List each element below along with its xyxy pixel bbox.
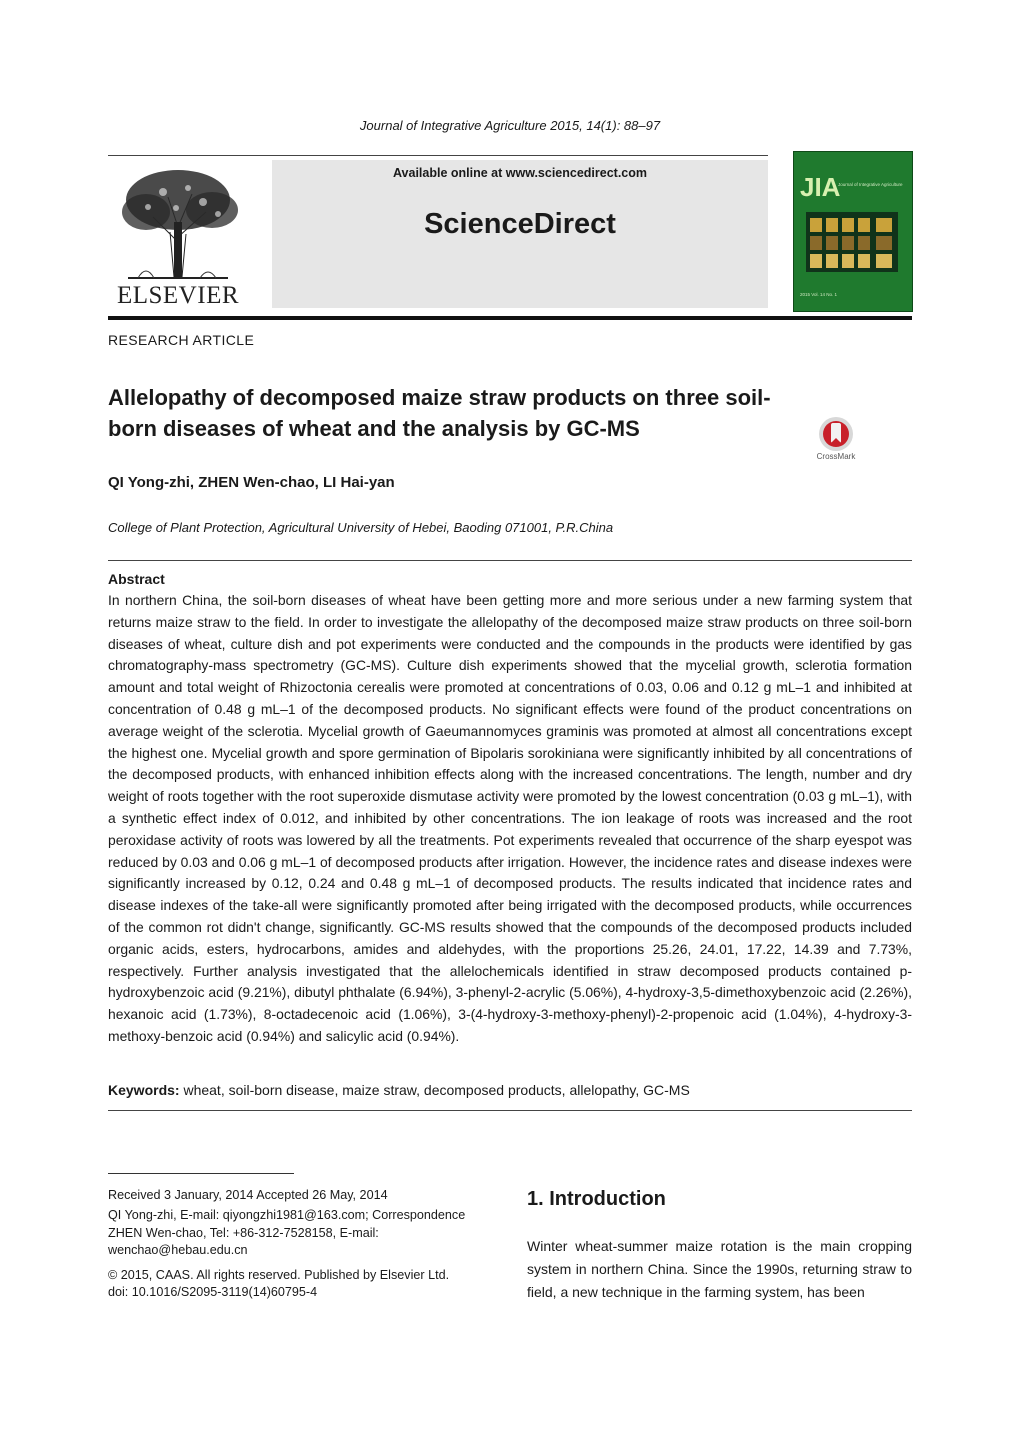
copyright: © 2015, CAAS. All rights reserved. Published by Elsevier Ltd. [108, 1268, 450, 1282]
introduction-text: Winter wheat-summer maize rotation is the main cropping system in northern China. Since the 1990s, returning straw to field, a new technique in the farming system, has been [527, 1238, 912, 1301]
abstract-heading: Abstract [108, 571, 165, 587]
crossmark-label: CrossMark [816, 452, 856, 461]
keywords [108, 1082, 912, 1098]
introduction-heading: 1. Introduction [527, 1188, 666, 1210]
available-online-text: Available online at www.sciencedirect.com [392, 166, 648, 180]
abstract-text: In northern China, the soil-born diseases of wheat have been getting more and more serious under a new farming system that returns maize straw to the field. In order to investigate the allelopathy of the decomposed maize straw products on three soil-born diseases of wheat, culture dish and pot experiments were conducted and the compounds in the products were identified by gas chromatography-mass spectrometry (GC-MS). Culture dish experiments showed that the mycelial growth, sclerotia formation amount and total weight of Rhizoctonia cerealis were promoted at concentrations of 0.03, 0.06 and 0.12 g mL–1 and inhibited at concentration of 0.48 g mL–1 of the decomposed products. No significant effects were found of the product concentrations on average weight of the sclerotia. Mycelial growth of Gaeumannomyces graminis was promoted at almost all concentrations except the highest one. Mycelial growth and spore germination of Bipolaris sorokiniana were significantly inhibited by all concentrations of the decomposed products, with enhanced inhibition effects along with the increased concentrations. The length, number and dry weight of roots together with the root superoxide dismutase activity were promoted by the lowest concentration (0.03 g mL–1), with a synthetic effect index of 0.012, and inhibited by other concentrations. The ion leakage of roots was increased and the root peroxidase activity of roots was lowered by all the treatments. Pot experiments revealed that occurrence of the sharp eyespot was reduced by 0.03 and 0.06 g mL–1 of decomposed products after irrigation. However, the incidence rates and disease indexes were significantly increased by 0.12, 0.24 and 0.48 g mL–1 of decomposed products. The results indicated that incidence rates and disease indexes of the take-all were significantly promoted after being irrigated with the decomposed products, while occurrences of the common rot didn't change, significantly. GC-MS results showed that the compounds of the decomposed products included organic acids, esters, hydrocarbons, amides and aldehydes, with the proportions 25.26, 24.01, 17.22, 14.39 and 7.73%, respectively. Further analysis investigated that the allelochemicals identified in straw decomposed products contained p-hydroxybenzoic acid (9.21%), dibutyl phthalate (6.94%), 3-phenyl-2-acrylic (5.06%), 4-hydroxy-3,5-dimethoxybenzoic acid (2.26%), hexanoic acid (1.73%), 8-octadecenoic acid (1.06%), 3-(4-hydroxy-3-methoxy-phenyl)-2-propenoic acid (1.04%), 4-hydroxy-3-methoxy-benzoic acid (0.94%) and salicylic acid (0.94%). [108, 592, 912, 1044]
publisher-logo-text: ELSEVIER [116, 282, 240, 309]
doi[interactable]: doi: 10.1016/S2095-3119(14)60795-4 [108, 1285, 318, 1299]
title-line-1: Allelopathy of decomposed maize straw products on three soil- [108, 385, 771, 410]
abstract-top-rule [108, 560, 912, 561]
article-title [108, 382, 868, 444]
keywords-bottom-rule [108, 1110, 912, 1111]
cover-image-grid [806, 212, 898, 272]
masthead-bottom-rule [108, 316, 912, 320]
footnote-rule [108, 1173, 294, 1174]
cover-footer: 2015 Vol. 14 No. 1 [800, 292, 838, 297]
keywords-label: Keywords: [108, 1082, 180, 1098]
authors: QI Yong-zhi, ZHEN Wen-chao, LI Hai-yan [108, 474, 395, 491]
cover-title: JIA [800, 172, 841, 202]
title-line-2: born diseases of wheat and the analysis by GC-MS [108, 416, 640, 441]
crossmark-button[interactable] [812, 414, 860, 464]
masthead-top-rule [108, 155, 768, 156]
cover-subtitle: Journal of Integrative Agriculture [838, 182, 903, 187]
keywords-text: wheat, soil-born disease, maize straw, decomposed products, allelopathy, GC-MS [179, 1082, 690, 1098]
received-dates: Received 3 January, 2014 Accepted 26 May, 2014 [108, 1188, 388, 1202]
affiliation: College of Plant Protection, Agricultural University of Hebei, Baoding 071001, P.R.China [108, 520, 614, 535]
journal-citation: Journal of Integrative Agriculture 2015, 14(1): 88–97 [359, 118, 661, 133]
author-contact: QI Yong-zhi, E-mail: qiyongzhi1981@163.com; Correspondence ZHEN Wen-chao, Tel: +86-312-7528158, E-mail: wenchao@hebau.edu.cn [108, 1208, 466, 1258]
sciencedirect-brand: ScienceDirect [424, 208, 616, 240]
article-type: RESEARCH ARTICLE [108, 332, 255, 348]
